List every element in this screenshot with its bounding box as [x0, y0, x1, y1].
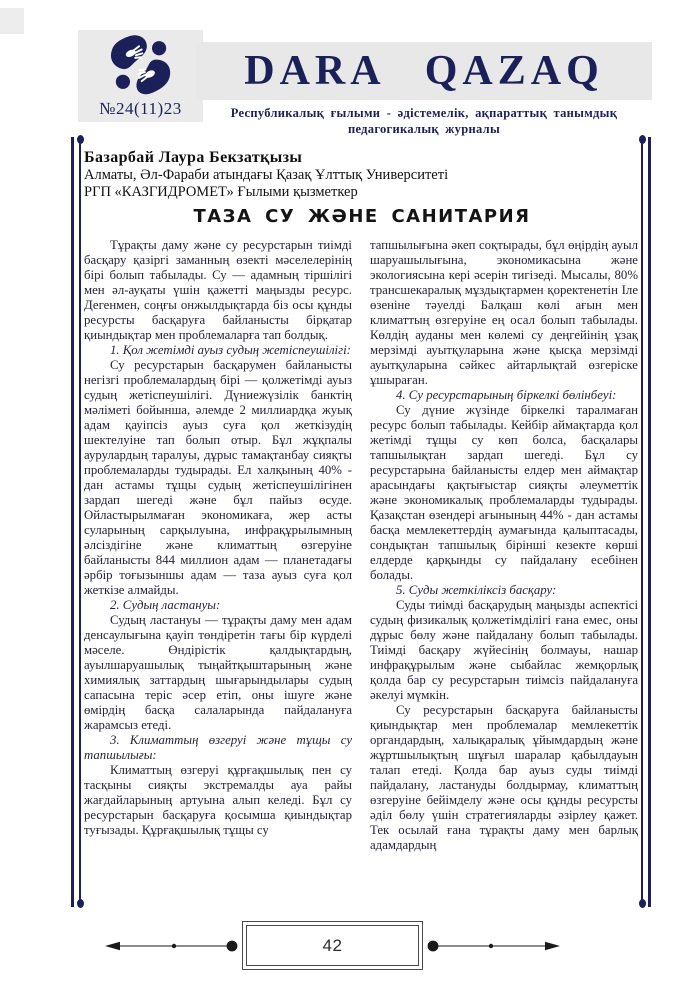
- article-paragraph: Су дүние жүзінде біркелкі таралмаған ресурс болып табылады. Кейбір аймақтарда қол жетімді тұщы су көп болса, басқалары тапшылықтан зардап шегеді. Бұл су ресурстарына байланысты елдер мен аймақтар арасындағы қақтығыстар сияқты әлеуметтік және экономикалық проблемаларды тудырады. Қазақстан өзендері ағынының 44% - дан астамы басқа мемлекеттердің аумағында қалыптасады, сондықтан тапшылық бірінші кезекте көрші елдерде қарқынды су пайдалану есебінен болады.: [370, 403, 638, 582]
- page-number-box: [242, 921, 423, 970]
- section-heading: 3. Климаттың өзгеруі және тұщы су тапшылығы:: [84, 733, 352, 762]
- section-heading: 5. Суды жеткіліксіз басқару:: [396, 583, 557, 597]
- article-paragraph: Судың ластануы — тұрақты даму мен адам денсаулығына қауіп төндіретін тағы бір күрделі мәселе. Өндірістік қалдықтардың, ауылшаруашылық тыңайтқыштарының және химиялық заттардың шығарындылары судың сапасына теріс әсер етіп, оны ішуге және өмірдің басқа салаларында пайдалануға жарамсыз етеді.: [84, 613, 352, 732]
- section-heading: 2. Судың ластануы:: [110, 598, 221, 612]
- page-number: 42: [322, 935, 343, 955]
- arrow-right-divider-icon: [426, 939, 561, 953]
- author-block: [84, 148, 514, 201]
- article-paragraph: Климаттың өзгеруі құрғақшылық пен су тасқыны сияқты экстремалды ауа райы жағдайларының артуына алып келеді. Бұл су ресурстарын басқаруға қосымша қиындықтар туғызады. Құрғақшылық тұщы су: [84, 763, 352, 837]
- left-inner-rule: [79, 137, 82, 907]
- article-column-1: [84, 238, 352, 906]
- article-paragraph: Су ресурстарын басқаруға байланысты қиындықтар мен проблемалар мемлекеттік органдардың, халықаралық ұйымдардың және жұртшылықтың шұғыл шаралар қабылдауын талап етеді. Қолда бар ауыз суды тиімді пайдалану, ластануды болдырмау, климаттың өзгеруіне бейімделу және осы құнды ресурсты әділ бөлу үшін стратегияларды әзірлеу қажет. Тек осылай ғана тұрақты даму мен барлық адамдардың: [370, 703, 638, 852]
- right-inner-rule: [641, 137, 644, 907]
- article-paragraph: тапшылығына әкеп соқтырады, бұл өңірдің ауыл шаруашылығына, экономикасына және экологиясына кері әсерін тигізеді. Мысалы, 80% трансшекаралық мұздықтармен қоректенетін Іле өзеніне тәуелді Балқаш көлі ағын мен климаттың өзгеруіне ең осал болып табылады. Көлдің ауданы мен көлемі су деңгейінің ұзақ мерзімді ауытқуларына және қысқа мерзімді ауытқуларына сәйкес айтарлықтай өзгеріске ұшыраған.: [370, 238, 638, 387]
- left-outer-rule: [71, 137, 74, 907]
- article-paragraph: Суды тиімді басқарудың маңызды аспектісі судың физикалық қолжетімділігі ғана емес, оны дұрыс бөлу және пайдалану болып табылады. Тиімді басқару жүйесінің болмауы, нашар инфрақұрылым және сыбайлас жемқорлық қолда бар су ресурстарын тиімсіз пайдалануға әкелуі мүмкін.: [370, 598, 638, 702]
- issue-number: №24(11)23: [99, 99, 182, 118]
- journal-title-banner: [196, 42, 652, 100]
- hands-embrace-logo-icon: [102, 30, 180, 101]
- rule-dot-bottom-right: [639, 899, 646, 908]
- author-position: РГП «КАЗГИДРОМЕТ» Ғылыми қызметкер: [84, 184, 358, 200]
- article-title: ТАЗА СУ ЖӘНЕ САНИТАРИЯ: [193, 206, 531, 227]
- article-paragraph: Су ресурстарын басқарумен байланысты негізгі проблемалардың бірі — қолжетімді ауыз судың жетіспеушілігі. Дүниежүзілік банктің мәліметі бойынша, әлемде 2 миллиардқа жуық адам қауіпсіз ауыз суға қол жеткізудің шектелуіне тап болып отыр. Бұл жұқпалы аурулардың таралуы, дұрыс тамақтанбау сияқты проблемаларды тудырады. Ел халқының 40% - дан астамы тұщы судың жетіспеушілігінен зардап шегеді және бұл пайыз өсуде. Ойластырылмаған экономикаға, жер асты суларының сарқылуына, инфрақұрылымның әлсіздігіне және климаттың өзгеруіне байланысты 844 миллион адам — планетадағы әрбір тоғызыншы адам — таза ауыз суға қол жеткізе алмайды.: [84, 358, 352, 597]
- rule-dot-bottom-left: [77, 899, 84, 908]
- author-name: Базарбай Лаура Бекзатқызы: [84, 149, 303, 166]
- author-affiliation: Алматы, Әл-Фараби атындағы Қазақ Ұлттық Университеті: [84, 167, 449, 183]
- rule-dot-top-left: [77, 135, 84, 144]
- journal-subtitle: Республикалық ғылыми - әдістемелік, ақпараттық танымдық педагогикалық журналы: [230, 106, 618, 136]
- section-heading: 1. Қол жетімді ауыз судың жетіспеушілігі:: [110, 343, 351, 357]
- article-column-2: [370, 238, 638, 906]
- scan-artifact-patch: [0, 8, 24, 34]
- section-heading: 4. Су ресурстарының біркелкі бөлінбеуі:: [396, 388, 617, 402]
- journal-title: DARA QAZAQ: [244, 48, 604, 94]
- right-outer-rule: [648, 137, 651, 907]
- rule-dot-top-right: [639, 135, 646, 144]
- journal-logo-box: [78, 30, 203, 122]
- article-paragraph: Тұрақты даму және су ресурстарын тиімді басқару қазіргі заманның өзекті мәселелерінің бірі болып табылады. Су — адамның тіршілігі мен әл-ауқаты үшін қажетті маңызды ресурс. Дегенмен, соңғы онжылдықтарда біз осы құнды ресурсты басқаруға байланысты бірқатар қиындықтар мен проблемаларға тап болдық.: [84, 238, 352, 342]
- arrow-left-divider-icon: [104, 939, 239, 953]
- page-number-inner-border: [246, 925, 419, 966]
